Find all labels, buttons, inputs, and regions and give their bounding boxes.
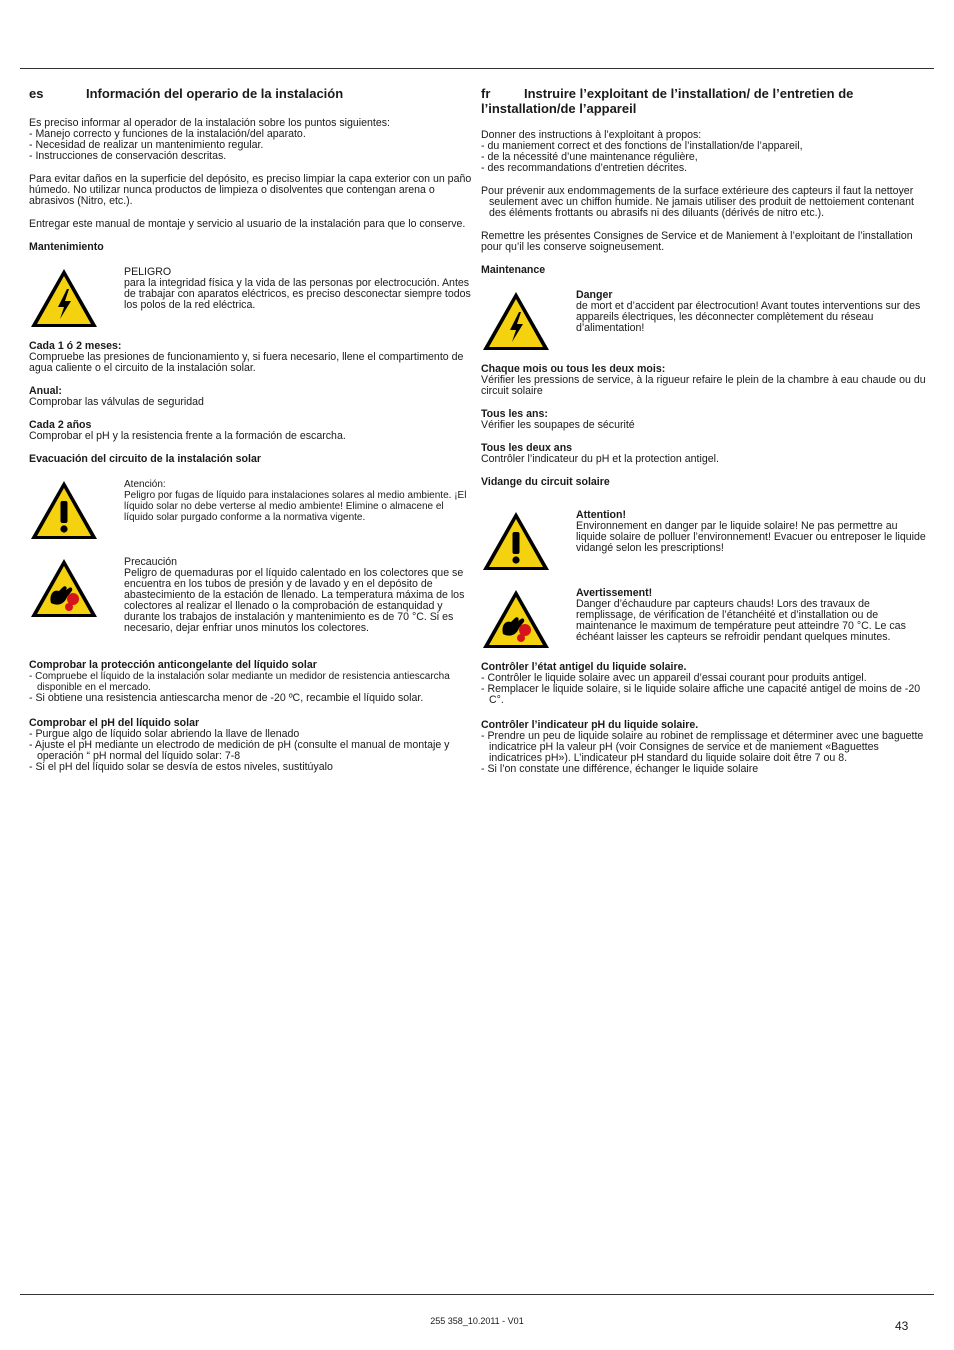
interval-heading: Cada 2 años [29, 419, 92, 431]
language-code: fr [481, 86, 491, 101]
ph-heading: Contrôler l’indicateur pH du liquide solaire. [481, 719, 699, 731]
section-title: Instruire l’exploitant de l’installation/ de l’entretien de l’installation/de l’appareil [481, 86, 854, 116]
list-item: - Si l’on constate une différence, échanger le liquide solaire [481, 763, 759, 775]
caution-text: Danger d’échaudure par capteurs chauds! Lors des travaux de remplissage, de vérification de l’étanchéité et d’installation ou de maintenance le maximum de température peut atteindre 70 °C. Le cas échéant laisser les capteurs se refroidir pendant quelques minutes. [576, 598, 906, 643]
danger-text: para la integridad física y la vida de las personas por electrocución. Antes de trabajar con aparatos eléctricos, es preciso desconectar siempre todos los polos de la red eléctrica. [124, 277, 471, 311]
caution-text: Peligro de quemaduras por el líquido calentado en los colectores que se encuentra en los tubos de presión y de lavado y en el depósito de abastecimiento de la estación de llenado. La temperatura máxima de los colectores al realizar el llenado o la comprobación de estanquidad y durante los trabajos de instalación y mantenimiento es de 70 °C. Si es necesario, dejar enfriar unos minutos los colectores. [124, 567, 465, 634]
maintenance-heading: Mantenimiento [29, 241, 104, 253]
interval-heading: Tous les ans: [481, 408, 548, 420]
list-item: - Si el pH del líquido solar se desvía de estos niveles, sustitúyalo [29, 761, 333, 773]
caution-title: Avertissement! [576, 587, 653, 599]
caution-title: Precaución [124, 556, 177, 568]
interval-text: Comprobar el pH y la resistencia frente a la formación de escarcha. [29, 430, 346, 442]
document-code: 255 358_10.2011 - V01 [430, 1316, 524, 1326]
handover-paragraph: Remettre les présentes Consignes de Service et de Maniement à l’exploitant de l’installation pour qu’il les conserve soigneusement. [481, 230, 913, 253]
drain-heading: Evacuación del circuito de la instalación solar [29, 453, 261, 465]
danger-notice [29, 267, 474, 329]
interval-text: Contrôler l’indicateur du pH et la protection antigel. [481, 453, 719, 465]
cleaning-paragraph: Pour prévenir aux endommagements de la surface extérieure des capteurs il faut la nettoyer seulement avec un chiffon humide. Ne jamais utiliser des produit de nettoiement contenant des éléments frottants ou abrasifs ni des diluants (dérivés de nitro etc.). [481, 185, 914, 219]
bottom-rule [20, 1294, 934, 1295]
attention-text: Environnement en danger par le liquide solaire! Ne pas permettre au liquide solaire de polluer l’environnement! Evacuer ou entreposer le liquide vidangé selon les prescriptions! [576, 520, 926, 554]
list-item: - Contrôler le liquide solaire avec un appareil d’essai courant pour produits antigel. [481, 672, 867, 684]
intro-line: - Necesidad de realizar un mantenimiento regular. [29, 139, 264, 151]
french-column [481, 86, 926, 775]
language-code: es [29, 86, 44, 101]
spanish-column [29, 86, 474, 773]
list-item: - Prendre un peu de liquide solaire au robinet de remplissage et déterminer avec une baguette indicatrice pH la valeur pH (voir Consignes de service et de maniement «Baguettes indicatrices pH»). L’indicateur pH standard du liquide solaire doit être 7 ou 8. [481, 730, 924, 764]
attention-notice [481, 510, 926, 572]
attention-title: Attention! [576, 509, 627, 521]
list-item: - Remplacer le liquide solaire, si le liquide solaire affiche une capacité antigel de moins de -20 C°. [481, 683, 921, 706]
attention-title: Atención: [124, 479, 166, 490]
caution-notice [481, 588, 926, 650]
interval-text: Vérifier les soupapes de sécurité [481, 419, 635, 431]
intro-line: - de la nécessité d’une maintenance régulière, [481, 151, 698, 163]
interval-text: Compruebe las presiones de funcionamiento y, si fuera necesario, llene el compartimento de agua caliente o el circuito de la instalación solar. [29, 351, 464, 374]
danger-notice [481, 290, 926, 352]
electrical-hazard-icon [29, 267, 124, 329]
top-rule [20, 68, 934, 69]
maintenance-heading: Maintenance [481, 264, 546, 276]
exclamation-warning-icon [29, 479, 124, 541]
hot-surface-icon [29, 557, 124, 634]
ph-heading: Comprobar el pH del líquido solar [29, 717, 200, 729]
danger-title: Danger [576, 289, 613, 301]
interval-heading: Cada 1 ó 2 meses: [29, 340, 122, 352]
intro-line: - du maniement correct et des fonctions de l’installation/de l’appareil, [481, 140, 803, 152]
handover-paragraph: Entregar este manual de montaje y servicio al usuario de la instalación para que lo conserve. [29, 218, 466, 230]
interval-text: Comprobar las válvulas de seguridad [29, 396, 204, 408]
intro-line: Donner des instructions à l’exploitant à propos: [481, 129, 702, 141]
section-title: Información del operario de la instalación [86, 86, 344, 101]
caution-notice [29, 557, 474, 634]
list-item: - Compruebe el líquido de la instalación solar mediante un medidor de resistencia antiescarcha disponible en el mercado. [29, 671, 450, 693]
intro-line: - des recommandations d’entretien décrites. [481, 162, 688, 174]
drain-heading: Vidange du circuit solaire [481, 476, 610, 488]
interval-heading: Anual: [29, 385, 62, 397]
danger-title: PELIGRO [124, 266, 172, 278]
electrical-hazard-icon [481, 290, 576, 352]
attention-text: Peligro por fugas de líquido para instalaciones solares al medio ambiente. ¡El líquido solar no debe verterse al medio ambiente! Elimine o almacene el líquido solar purgado conforme a la normativa vigente. [124, 490, 467, 523]
antifreeze-heading: Contrôler l’état antigel du liquide solaire. [481, 661, 687, 673]
attention-notice [29, 479, 474, 541]
list-item: - Si obtiene una resistencia antiescarcha menor de -20 ºC, recambie el líquido solar. [29, 692, 424, 704]
hot-surface-icon [481, 588, 576, 650]
list-item: - Ajuste el pH mediante un electrodo de medición de pH (consulte el manual de montaje y operación “ pH normal del líquido solar: 7-8 [29, 739, 450, 762]
intro-list [29, 118, 474, 162]
exclamation-warning-icon [481, 510, 576, 572]
interval-text: Vérifier les pressions de service, à la rigueur refaire le plein de la chambre à eau chaude ou du circuit solaire [481, 374, 926, 397]
list-item: - Purgue algo de líquido solar abriendo la llave de llenado [29, 728, 300, 740]
intro-line: - Manejo correcto y funciones de la instalación/del aparato. [29, 128, 306, 140]
antifreeze-heading: Comprobar la protección anticongelante del líquido solar [29, 659, 317, 671]
danger-text: de mort et d’accident par électrocution! Avant toutes interventions sur des appareils électriques, les déconnecter complètement du réseau d’alimentation! [576, 300, 921, 334]
section-header-fr [481, 86, 926, 116]
intro-line: Es preciso informar al operador de la instalación sobre los puntos siguientes: [29, 117, 390, 129]
interval-heading: Chaque mois ou tous les deux mois: [481, 363, 666, 375]
page-number: 43 [895, 1319, 909, 1333]
section-header-es [29, 86, 474, 101]
intro-list [481, 130, 926, 174]
interval-heading: Tous les deux ans [481, 442, 573, 454]
intro-line: - Instrucciones de conservación descritas. [29, 150, 227, 162]
cleaning-paragraph: Para evitar daños en la superficie del depósito, es preciso limpiar la capa exterior con un paño húmedo. No utilizar nunca productos de limpieza o disolventes que contengan arena o abrasivos (Nitro, etc.). [29, 173, 472, 207]
